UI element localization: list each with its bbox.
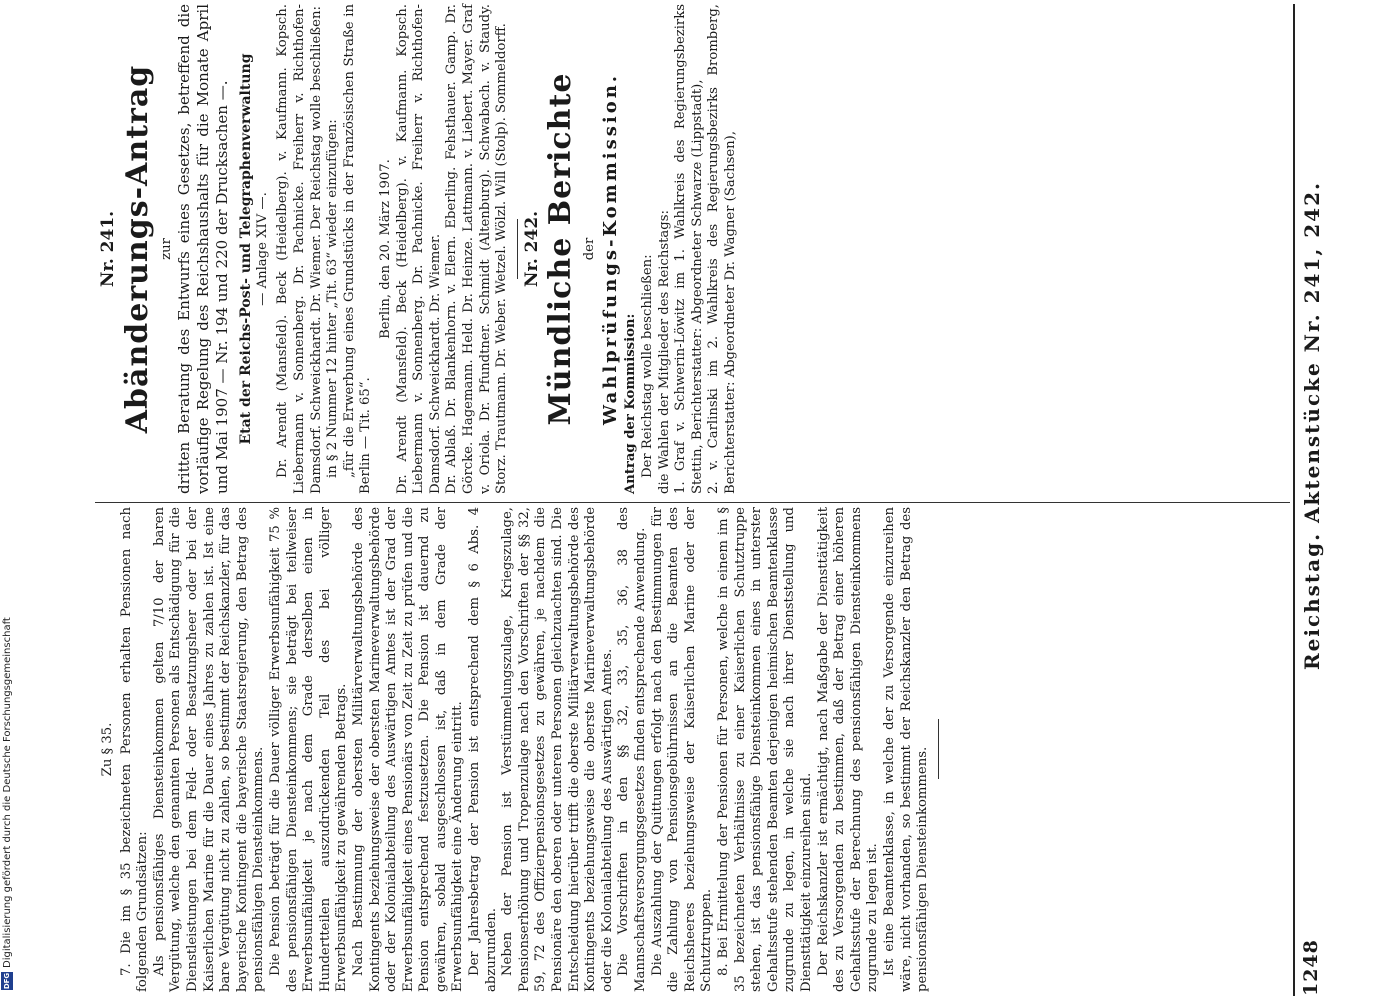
paragraph: Die Vorschriften in den §§ 32, 33, 35, 36, 38 des Mannschaftsversorgungsgesetzes finden entsprechende Anwendung. [616,507,648,992]
running-title: Reichstag. Aktenstücke Nr. 241, 242. [1300,181,1324,670]
paragraph: 7. Die im § 35 bezeichneten Personen erhalten Pensionen nach folgenden Grundsätzen: [118,507,151,992]
subject-text: dritten Beratung des Entwurfs eines Gesetzes, betreffend die vorläufige Regelung des Reichshaushalts für die Monate April und Mai 1907 — Nr. 194 und 220 der Drucksachen —. [175,4,232,494]
paragraph: Die Pension beträgt für die Dauer völliger Erwerbsunfähigkeit 75 % des pensionsfähigen Diensteinkommens; sie beträgt bei teilweiser Erwerbsunfähigkeit je nach dem Grade derselben einen in Hundertteilen auszudrückenden Teil des bei völliger Erwerbsunfähigkeit zu gewährenden Betrags. [267,507,350,992]
commission-name: Wahlprüfungs-Kommission. [599,72,621,426]
section-rule [517,219,518,279]
antrag-heading: Antrag der Kommission: [623,313,639,494]
list-item: 1. Graf v. Schwerin-Löwitz im 1. Wahlkreis des Regierungsbezirks Stettin, Berichterstatter: Abgeordneter Schwarze (Lippstadt), [673,4,705,494]
antrag-intro: Der Reichstag wolle beschließen: [640,254,656,478]
annex-label: — Anlage XIV —. [254,192,270,306]
document-number-241: Nr. 241. [98,210,118,288]
paragraph: Die Auszahlung der Quittungen erfolgt nach den Bestimmungen für die Zahlung von Pensionsgebührnissen an die Beamten des Reichsheeres beziehungsweise der Kaiserlichen Marine oder der Schutztruppen. [649,507,715,992]
motion-text: Dr. Arendt (Mansfeld). Beck (Heidelberg). v. Kaufmann. Kopsch. Liebermann v. Sonnenberg. Dr. Pachnicke. Freiherr v. Richthofen-Damsdorf. Schweickhardt. Dr. Wiemer. Der Reichstag wolle beschließen: [275,4,324,494]
document-title-242: Mündliche Berichte [543,72,579,426]
signatories: Dr. Arendt (Mansfeld). Beck (Heidelberg). v. Kaufmann. Kopsch. Liebermann v. Sonnenberg. Dr. Pachnicke. Freiherr v. Richthofen-Damsdorf. Schweickhardt. Dr. Wiemer. [394,4,443,494]
supporters: Dr. Ablaß. Dr. Blankenhorn. v. Elern. Eberling. Fehsthauer. Gamp. Dr. Görcke. Hagemann. Held. Dr. Heinze. Lattmann. v. Liebert. Mayer. Graf v. Oriola. Dr. Pfundtner. Schmidt (Altenburg). Schwabach. v. Staudy. Storz. Trautmann. Dr. Weber. Wetzel. Wölzl. Will (Stolp). Sommeldorff. [444,4,510,494]
paragraph: Der Reichskanzler ist ermächtigt, nach Maßgabe der Diensttätigkeit des zu Versorgenden zu bestimmen, daß der Betrag einer höheren Gehaltsstufe der Berechnung des pensionsfähigen Diensteinkommens zugrunde zu legen ist. [815,507,881,992]
paragraph: Neben der Pension ist Verstümmelungszulage, Kriegszulage, Pensionserhöhung und Tropenzulage nach den Vorschriften der §§ 32, 59, 72 des Offizierpensionsgesetzes zu gewähren, je nachdem die Pensionäre den oberen oder unteren Personen gleichzuachten sind. Die Entscheidung hierüber trifft die oberste Militärverwaltungsbehörde des Kontingents beziehungsweise die oberste Marineverwaltungsbehörde oder die Kolonialabteilung des Auswärtigen Amtes. [500,507,615,992]
paragraph: 8. Bei Ermittelung der Pensionen für Personen, welche in einem im § 35 bezeichneten Verhältnisse zu einer Kaiserlichen Schutztruppe stehen, ist das pensionsfähige Diensteinkommen eines in unterster Gehaltsstufe stehenden Beamten derjenigen heimischen Beamtenklasse zugrunde zu legen, in welche sie nach ihrer Dienststellung und Diensttätigkeit einzureihen sind. [715,507,814,992]
paragraph: Als pensionsfähiges Diensteinkommen gelten 7/10 der baren Vergütung, welche den genannten Personen als Entschädigung für die Dienstleistungen bei dem Feld- oder Besatzungsheer oder bei der Kaiserlichen Marine für die Dauer eines Jahres zu zahlen ist. Ist eine bare Vergütung nicht zu zahlen, so bestimmt der Reichskanzler, für das bayerische Kontingent die bayerische Staatsregierung, den Betrag des pensionsfähigen Diensteinkommens. [151,507,267,992]
date-line: Berlin, den 20. März 1907. [377,159,393,339]
section-end-rule [938,720,939,780]
paragraph: Der Jahresbetrag der Pension ist entsprechend dem § 6 Abs. 4 abzurunden. [467,507,499,992]
header-rule [1293,4,1295,996]
right-column [100,4,1285,494]
digitization-credit [0,10,16,990]
page-number: 1248 [1300,939,1322,996]
antrag-text: die Wahlen der Mitglieder des Reichstags: [656,210,672,494]
section-heading: Zu § 35. [100,722,115,777]
document-number-242: Nr. 242. [521,210,542,288]
section-title: Etat der Reichs-Post- und Telegraphenverwaltung [238,53,255,445]
document-title-241: Abänderungs-Antrag [119,64,155,434]
der-label: der [582,237,598,261]
zur-label: zur [158,238,174,260]
dfg-logo: DFG [3,972,11,990]
column-divider [95,502,1290,503]
list-item: 2. v. Carlinski im 2. Wahlkreis des Regierungsbezirks Bromberg, Berichterstatter: Abgeordneter Dr. Wagner (Sachsen), [706,4,739,494]
amendment-quote: „für die Erwerbung eines Grundstücks in der Französischen Straße in Berlin — Tit. 65“. [341,4,374,494]
amendment-text: in § 2 Nummer 12 hinter „Tit. 63“ wieder einzufügen: [325,119,341,478]
paragraph: Nach Bestimmung der obersten Militärverwaltungsbehörde des Kontingents beziehungsweise der obersten Marineverwaltungsbehörde oder der Kolonialabteilung des Auswärtigen Amtes ist der Grad der Erwerbsunfähigkeit eines Pensionärs von Zeit zu Zeit zu prüfen und die Pension entsprechend festzusetzen. Die Pension ist dauernd zu gewähren, sobald ausgeschlossen ist, daß in dem Grade der Erwerbsunfähigkeit eine Änderung eintritt. [350,507,466,992]
credit-text: Digitalisierung gefördert durch die Deutsche Forschungsgemeinschaft [2,617,13,968]
election-list [673,4,739,494]
paragraph: Ist eine Beamtenklasse, in welche der zu Versorgende einzureihen wäre, nicht vorhanden, so bestimmt der Reichskanzler den Betrag des pensionsfähigen Diensteinkommens. [881,507,931,992]
left-column [100,507,1285,992]
